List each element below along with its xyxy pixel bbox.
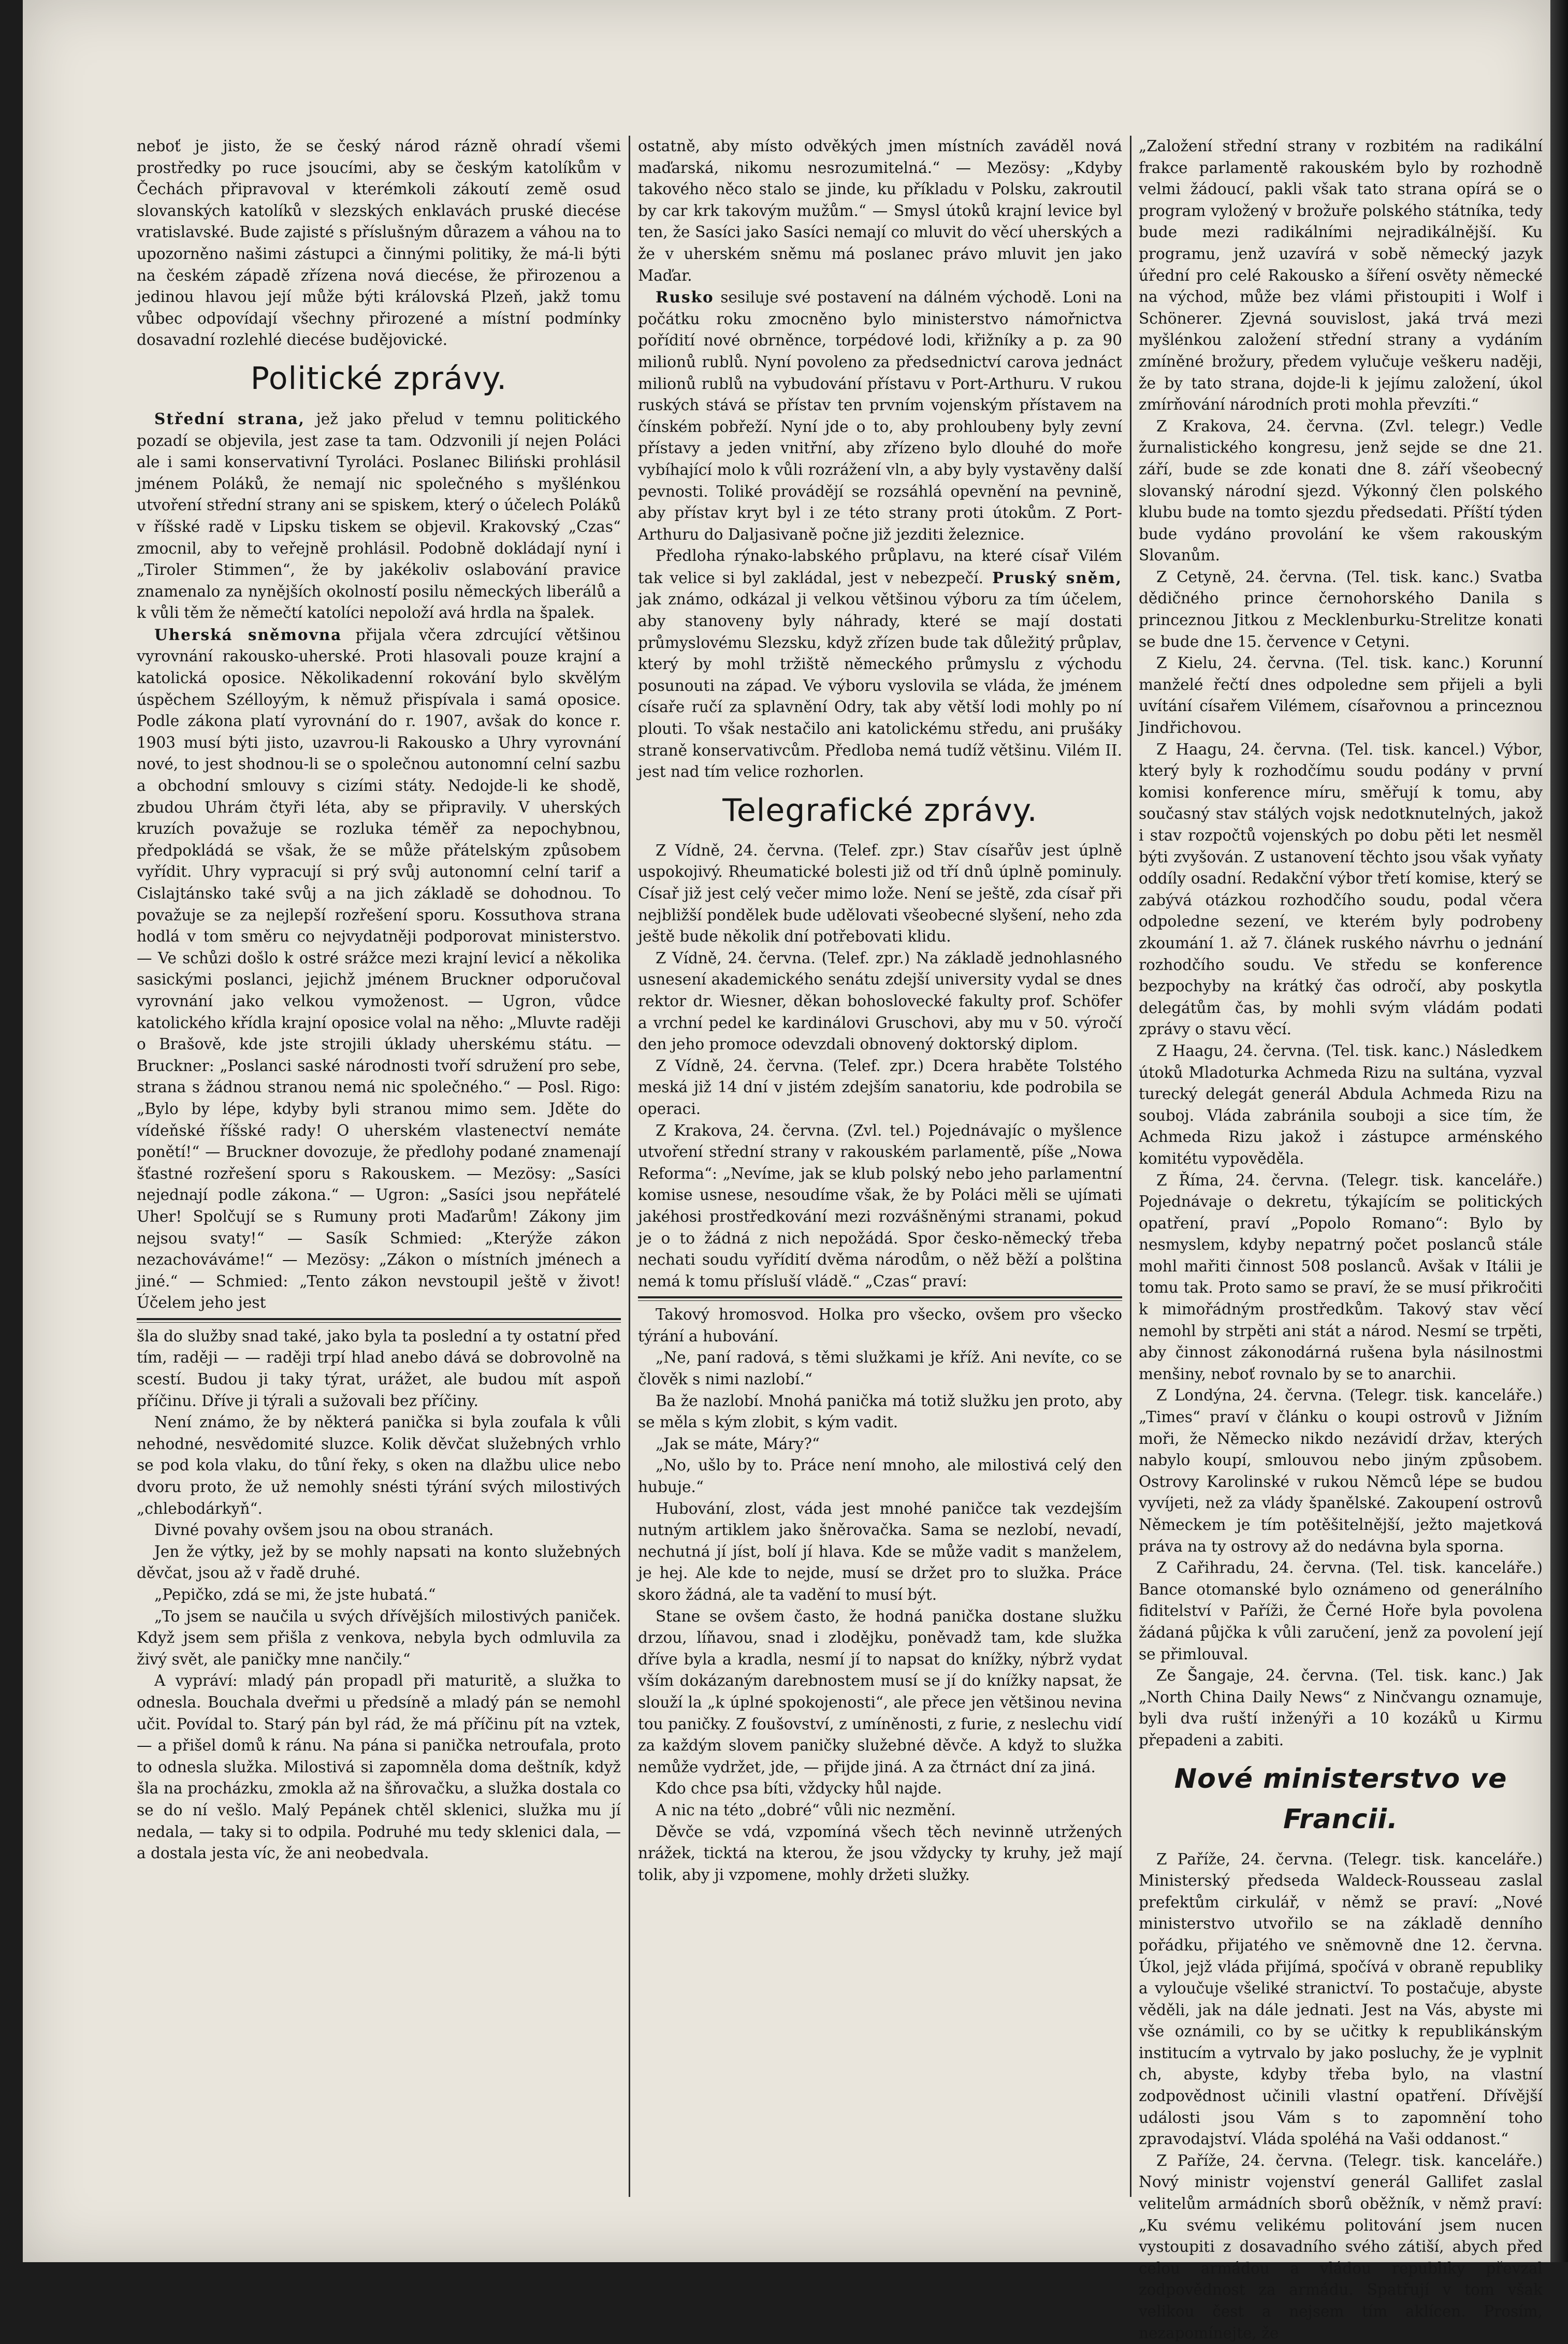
telegram-paragraph: Z Vídně, 24. června. (Telef. zpr.) Stav císařův jest úplně uspokojivý. Rheumatické bolesti již od tří dnů úplně pominuly. Císař již jest celý večer mimo lože. Není se ještě, zda císař při nejbližší pondělek bude udělovati všeobecné slyšení, neho zda ještě bude několik dní potřebovati klidu.	[638, 841, 1122, 946]
telegram-paragraph: Z Kielu, 24. června. (Tel. tisk. kanc.) Korunní manželé řečtí dnes odpoledne sem přijeli a byli uvítání císařem Vilémem, císařovnou a princeznou Jindřichovou.	[1139, 654, 1543, 737]
article-paragraph: neboť je jisto, že se český národ rázně ohradí všemi prostředky po ruce jsoucími, aby se českým katolíkům v Čechách připravoval v kterémkoli zákoutí země osud slovanských katolíků v slezských enklavách pruské diecése vratislavské. Bude zajisté s příslušným důrazem a váhou na to upozorněno našimi zástupci a činnými politiky, že má-li býti na českém západě zřízena nová diecése, že přirozenou a jedinou hlavou její může býti královská Plzeň, jakž tomu vůbec odpovídají všechny přirozené a místní podmínky dosavadní rozlehlé diecése budějovické.	[137, 137, 621, 349]
telegram-paragraph: Z Paříže, 24. června. (Telegr. tisk. kanceláře.) Ministerský předseda Waldeck-Rousseau zaslal prefektům cirkulář, v němž se praví: „Nové ministerstvo utvořilo se na základě denního pořádku, přijatého ve sněmovně dne 12. června. Úkol, jejž vláda přijímá, spočívá v obraně republiky a vyloučuje všeliké stranictví. To postačuje, abyste věděli, jak na dále jednati. Jest na Vás, abyste mi vše oznámili, co by se učitky k republikánským institucím a vytrvalo by jako posluchy, že je vyplnit ch, abyste, kdyby třeba bylo, na vlastní zodpovědnost učinili vlastní opatření. Dřívější události jsou Vám s to zapomnění toho zpravodajství. Vláda spoléhá na Vaši oddanost.“	[1139, 1850, 1543, 2148]
column-rule	[1130, 136, 1131, 2197]
telegram-paragraph: Z Londýna, 24. června. (Telegr. tisk. kanceláře.) „Times“ praví v článku o koupi ostrovů v Jižním moři, že Německo nikdo nezávidí držav, kterých nabylo koupí, smlouvou nebo jiným způsobem. Ostrovy Karolinské v rukou Němců lépe se budou vyvíjeti, než za vlády španělské. Zakoupení ostrovů Německem je tím potěšitelnější, ježto majetková práva na ty ostrovy až do nedávna byla sporna.	[1139, 1386, 1543, 1555]
feuilleton-paragraph: A nic na této „dobré“ vůli nic nezmění.	[656, 1801, 956, 1819]
article-paragraph: ostatně, aby místo odvěkých jmen místních zaváděl nová maďarská, nikomu nesrozumitelná.“ — Mezösy: „Kdyby takového něco stalo se jinde, ku příkladu v Polsku, zakroutil by car krk takovým mužům.“ — Smysl útoků krajní levice byl ten, že Sasíci jako Sasíci nemají co mluvit do věcí uherských a že v uherském sněmu má poslanec právo mluvit jen jako Maďar.	[638, 137, 1122, 284]
feuilleton-paragraph: Jen že výtky, jež by se mohly napsati na konto služebných děvčat, jsou až v řadě druhé.	[137, 1542, 621, 1582]
feuilleton-divider	[137, 1318, 621, 1323]
article-lead: Střední strana,	[154, 409, 305, 428]
article-paragraph	[638, 286, 1122, 545]
feuilleton-paragraph: „Jak se máte, Máry?“	[656, 1435, 820, 1453]
feuilleton-paragraph: „Pepičko, zdá se mi, že jste hubatá.“	[154, 1586, 436, 1603]
article-paragraph: „Založení střední strany v rozbitém na radikální frakce parlamentě rakouském bylo by rozhodně velmi žádoucí, pakli však tato strana opírá se o program vyložený v brožuře polského státníka, tedy bude mezi radikálními nejradikálnější. Ku programu, jenž uzavírá v sobě německý jazyk úřední pro celé Rakousko a šíření osvěty německé na východ, může bez vlámi přistoupiti i Wolf i Schönerer. Zjevná souvislost, jaká trvá mezi myšlénkou založení střední strany a vydáním zmíněné brožury, předem vylučuje veškeru naději, že by tato strana, dojde-li k jejímu založení, úkol zmírňování národních proti mohla převzíti.“	[1139, 137, 1543, 414]
feuilleton-paragraph: Stane se ovšem často, že hodná panička dostane služku drzou, líňavou, snad i zlodějku, poněvadž tam, kde služka dříve byla a kradla, nesmí jí to napsat do knížky, nýbrž vydat vším dokázaným darebnostem musí se jí do knížky napsat, že slouží la „k úplné spokojenosti“, ale přece jen většinou nevina tou paničky. Z foušovství, z umíněnosti, z furie, z neslechu vidí za každým slovem paničky služebné děvče. A když to služka nemůže vydržet, jde, — přijde jiná. A za čtrnáct dní za jiná.	[638, 1607, 1122, 1776]
feuilleton-paragraph: Není známo, že by některá panička si byla zoufala k vůli nehodné, nesvědomité sluzce. Kolik děvčat služebných vrhlo se pod kola vlaku, do tůní řeky, s oken na dlažbu ulice nebo dvoru proto, že už nemohly snésti týrání svých milostivých „chlebodárkyň“.	[137, 1413, 621, 1517]
telegram-paragraph: Z Haagu, 24. června. (Tel. tisk. kancel.) Výbor, který byly k rozhodčímu soudu podány v první komisi konference míru, směřují k tomu, aby současný stav stálých vojsk nedotknutelných, jakož i stav rozpočtů vojenských po dobu pěti let nesměl býti zvyšován. Z ustanovení těchto jsou však vyňaty oddíly osadní. Redakční výbor třetí komise, který se zabývá otázkou rozhodčího soudu, podal včera odpoledne sezení, ve kterém byly podrobeny zkoumání 1. až 7. článek ruského návrhu o jednání rozhodčího soudu. Ve středu se konference bezpochyby na krátký čas odročí, aby poskytla delegátům čas, by mohli svým vládám podati zprávy o stavu věcí.	[1139, 740, 1543, 1038]
section-heading-politicke-zpravy: Politické zprávy.	[250, 360, 507, 397]
newspaper-page	[23, 0, 1550, 2342]
article-lead: Uherská sněmovna	[154, 625, 342, 644]
page-edge-shadow	[1550, 0, 1568, 2262]
telegram-paragraph: Z Vídně, 24. června. (Telef. zpr.) Na základě jednohlasného usnesení akademického senátu zdejší university vydal se dnes rektor dr. Wiesner, děkan bohoslovecké fakulty prof. Schöfer a vrchní pedel ke kardinálovi Gruschovi, aby mu v 50. výročí den jeho promoce odevzdali obnovený doktorský diplom.	[638, 949, 1122, 1053]
feuilleton-paragraph: Hubování, zlost, váda jest mnohé paničce tak vezdejším nutným artiklem jako šněrovačka. Sama se nezlobí, nevadí, nechutná jí jíst, bolí jí hlava. Kde se může vadit s manželem, je hej. Ale kde to nejde, musí se držet pro to služka. Práce skoro žádná, ale ta vadění to musí být.	[638, 1499, 1122, 1603]
article-text: jak známo, odkázal ji velkou většinou výboru za tím účelem, aby stanoveny byly náhrady, které se mají dostati průmyslovému Slezsku, když zřízen bude tak důležitý průplav, který by mohl tržiště německého průmyslu z východu posunouti na západ. Ve výboru vyslovila se vláda, že jménem císaře ručí za splavnění Odry, tak aby větší lodi mohly po ní plouti. To však nestačilo ani katolickému středu, ani prušáky straně konservativcům. Předloba nemá tudíž většinu. Vilém II. jest nad tím velice rozhorlen.	[638, 590, 1122, 781]
feuilleton-paragraph: „Ne, paní radová, s těmi služkami je kříž. Ani nevíte, co se člověk s nimi nazlobí.“	[638, 1349, 1122, 1388]
feuilleton-paragraph: šla do služby snad také, jako byla ta poslední a ty ostatní před tím, raději — — raději trpí hlad anebo dává se dobrovolně na scestí. Budou ji taky týrat, urážet, ale budou mít aspoň příčinu. Dříve ji týrali a sužovali bez příčiny.	[137, 1327, 621, 1410]
feuilleton-paragraph: „No, ušlo by to. Práce není mnoho, ale milostivá celý den hubuje.“	[638, 1456, 1122, 1496]
article-paragraph	[137, 408, 621, 624]
article-paragraph	[137, 624, 621, 1314]
feuilleton-paragraph: Ba že nazlobí. Mnohá panička má totiž služku jen proto, aby se měla s kým zlobit, s kým vadit.	[638, 1392, 1122, 1431]
feuilleton-paragraph: Děvče se vdá, vzpomíná všech těch nevinně utržených nrážek, ticktá na kterou, že jsou vždycky ty kruhy, jež mají tolik, aby ji vzpomene, mohly držeti služky.	[638, 1822, 1122, 1884]
telegram-paragraph: Z Říma, 24. června. (Telegr. tisk. kanceláře.) Pojednávaje o dekretu, týkajícím se politických opatření, praví „Popolo Romano“: Bylo by nesmyslem, kdyby nepatrný počet poslanců stále mohl mařiti činnost 508 poslanců. Avšak v Itálii je tomu tak. Proto samo se praví, že se musí přikročiti k mimořádným prostředkům. Takový stav věcí nemohl by strpěti ani stát a národ. Nesmí se trpěti, aby činnost zákonodárná rušena byla násilnostmi menšiny, neboť rovnalo by se to anarchii.	[1139, 1171, 1543, 1383]
article-text: Předloha rýnako-labského průplavu, na které císař Vilém tak velice si byl zakládal, jest v nebezpečí.	[638, 547, 1122, 587]
feuilleton-paragraph: „To jsem se naučila u svých dřívějších milostivých paniček. Když jsem sem přišla z venkova, nebyla bych odmluvila za živý svět, ale paničky mne nančily.“	[137, 1607, 621, 1668]
telegram-paragraph: Ze Šangaje, 24. června. (Tel. tisk. kanc.) Jak „North China Daily News“ z Ninčvangu oznamuje, byli dva ruští inženýři a 10 kozáků u Kirmu přepadeni a zabiti.	[1139, 1667, 1543, 1749]
feuilleton-paragraph: A vypráví: mladý pán propadl při maturitě, a služka to odnesla. Bouchala dveřmi u předsíně a mladý pán se nemohl učit. Povídal to. Starý pán byl rád, že má příčinu pít na vztek, — a přišel domů k ránu. Na pána si panička netroufala, proto to odnesla služka. Milostivá si zapomněla doma deštník, když šla na procházku, zmokla až na šňrovačku, a služka dostala co se do ní vešlo. Malý Pepánek chtěl sklenici, služka mu jí nedala, — taky si to odpila. Podruhé mu tedy sklenici dala, — a dostala jesta víc, že ani neobedvala.	[137, 1672, 621, 1862]
telegram-paragraph: Z Vídně, 24. června. (Telef. zpr.) Dcera hraběte Tolstého meská již 14 dní v jistém zdejším sanatoriu, kde podrobila se operaci.	[638, 1057, 1122, 1118]
telegram-paragraph: Z Haagu, 24. června. (Tel. tisk. kanc.) Následkem útoků Mladoturka Achmeda Rizu na sultána, vyzval turecký delegát generál Abdula Achmeda Rizu na souboj. Vláda zabránila souboji a sice tím, že Achmeda Rizu jakož i zástupce arménského komitétu vypověděla.	[1139, 1041, 1543, 1167]
article-text: sesiluje své postavení na dálném východě. Loni na počátku roku zmocněno bylo ministerstvo námořnictva pořídití nové obrněnce, torpédové lodi, křižníky a p. za 90 milionů rublů. Nyní povoleno za předsednictví carova jednáct milionů rublů na vybudování přístavu v Port-Arthuru. V rukou ruských stává se přístav ten prvním vojenským přístavem na čínském pobřeží. Nyní jde o to, aby prohloubeny byly zevní přístavy a jeden vnitřní, aby zřízeno bylo dlouhé do moře vybíhající molo k vůli rozrážení vln, a aby byly vystavěny další pevnosti. Toliké provádějí se rozsáhlá opevnění na pevnině, aby přístav kryt byl i ze této strany proti útokům. Z Port-Arthuru do Daljasivaně počne již jezditi železnice.	[638, 288, 1122, 543]
telegram-paragraph: Z Cetyně, 24. června. (Tel. tisk. kanc.) Svatba dědičného prince černohorského Danila s princeznou Jitkou z Mecklenburku-Strelitze konati se bude dne 15. července v Cetyni.	[1139, 568, 1543, 650]
article-text: přijala včera zdrcující většinou vyrovnání rakousko-uherské. Proti hlasovali pouze krajní a katolická oposice. Několikadenní rokování bylo skvělým úspěchem Szélloyým, k němuž přispívala i samá oposice. Podle zákona platí vyrovnání do r. 1907, avšak do konce r. 1903 musí býti jisto, uzavrou-li Rakousko a Uhry vyrovnání nové, to jest shodnou-li se o společnou autonomní celní sazbu a obchodní smlouvy s cizími státy. Nedojde-li ke shodě, zbudou Uhrám čtyři léta, aby se připravily. V uherských kruzích považuje se rozluka téměř za nepochybnou, předpokládá se však, že se může přátelským způsobem vyřídit. Uhry vypracují si prý svůj autonomní celní tarif a Cislajtánsko také svůj a na jich základě se dohodnou. To považuje se za nejlepší rozřešení sporu. Kossuthova strana hodlá v tom směru co nejvydatněji podporovat ministerstvo. — Ve schůzi došlo k ostré srážce mezi krajní levicí a několika sasickými poslanci, jejichž jménem Bruckner odporučoval vyrovnání jako velkou vymoženost. — Ugron, vůdce katolického křídla krajní oposice volal na něho: „Mluvte raději o Brašově, kde jste strojili úklady uherskému státu. — Bruckner: „Poslanci saské národnosti tvoří sdružení pro sebe, strana s žádnou stranou nemá nic společného.“ — Posl. Rigo: „Bylo by lépe, kdyby byli stranou mimo sem. Jděte do vídeňské říšské rady! O uherském vlastenectví nemáte ponětí!“ — Bruckner dovozuje, že předlohy podané znamenají šťastné rozřešení sporu s Rakouskem. — Mezösy: „Sasíci nejednají podle zákona.“ — Ugron: „Sasíci jsou nepřátelé Uher! Spolčují se s Rumuny proti Maďarům! Zákony jim nejsou svaty!“ — Sasík Schmied: „Kterýže zákon nezachováváme!“ — Mezösy: „Zákon o místních jménech a jiné.“ — Schmied: „Tento zákon nevstoupil ještě v život! Účelem jeho jest	[137, 626, 621, 1312]
article-lead: Pruský sněm,	[983, 568, 1122, 587]
telegram-paragraph: Z Cařihradu, 24. června. (Tel. tisk. kanceláře.) Bance otomanské bylo oznámeno od generálního fiditelství v Paříži, že Černé Hoře byla povolena žádaná půjčka k vůli zaručení, jenž za povolení její se přimlouval.	[1139, 1559, 1543, 1663]
article-paragraph	[638, 545, 1122, 783]
column-2	[638, 136, 1122, 2197]
telegram-paragraph: Z Paříže, 24. června. (Telegr. tisk. kanceláře.) Nový ministr vojenství generál Gallifet zaslal velitelům armádních sborů oběžník, v němž praví: „Ku svému velikému politování jsem nucen vystoupiti z dosavadního svého zátiší, abych před celou armádou a vládou republiky převzal zodpovědnost za armádu. Spatřují v tom však velikou čest a nejsem tím aklícen. Prosím, nezapomínejte, že	[1139, 2151, 1543, 2342]
section-heading-telegraficke-zpravy: Telegrafické zprávy.	[722, 792, 1038, 829]
article-lead: Rusko	[656, 288, 714, 307]
feuilleton-divider	[638, 1296, 1122, 1301]
article-text: jež jako přelud v temnu politického pozadí se objevila, jest zase ta tam. Odzvonili jí nejen Poláci ale i sami konservativní Tyroláci. Poslanec Biliński prohlásil jménem Poláků, že nemají nic společného s myšlénkou utvoření střední strany ani se spiskem, který o účelech Poláků v říšské radě v Lipsku tiskem se objevil. Krakovský „Czas“ zmocnil, aby to veřejně prohlásil. Podobně dokládají nyní i „Tiroler Stimmen“, že by jakékoliv oslabování pravice znamenalo za nynějších okolností posilu německých liberálů a k vůli těm že němečtí katolíci nepoloží avá hrdla na špalek.	[137, 410, 621, 622]
column-rule	[629, 136, 630, 2197]
feuilleton-paragraph: Kdo chce psa bíti, vždycky hůl najde.	[656, 1779, 942, 1798]
column-3	[1139, 136, 1543, 2342]
feuilleton-paragraph: Takový hromosvod. Holka pro všecko, ovšem pro všecko týrání a hubování.	[638, 1306, 1122, 1345]
feuilleton-paragraph: Divné povahy ovšem jsou na obou stranách.	[154, 1521, 494, 1539]
column-1	[137, 136, 621, 2197]
section-heading-nove-ministerstvo: Nové ministerstvo ve Francii.	[1174, 1763, 1507, 1835]
telegram-paragraph: Z Krakova, 24. června. (Zvl. telegr.) Vedle žurnalistického kongresu, jenž sejde se dne 21. září, bude se zde konati dne 8. září všeobecný slovanský národní sjezd. Výkonný člen polského klubu bude na tomto sjezdu předsedati. Příští týden bude vydáno provolání ke všem rakouským Slovanům.	[1139, 417, 1543, 565]
telegram-paragraph: Z Krakova, 24. června. (Zvl. tel.) Pojednávajíc o myšlence utvoření střední strany v rakouském parlamentě, píše „Nowa Reforma“: „Nevíme, jak se klub polský nebo jeho parlamentní komise usnese, nesoudíme však, že by Poláci měli se ujímati jakéhosi prostředkování mezi rozvášněnými stranami, pokud je o to žádná z nich nepožádá. Spor česko-německý třeba nechati soudu vyřídití dvěma národům, o něž běží a polština nemá k tomu přísluší vládě.“ „Czas“ praví:	[638, 1121, 1122, 1290]
